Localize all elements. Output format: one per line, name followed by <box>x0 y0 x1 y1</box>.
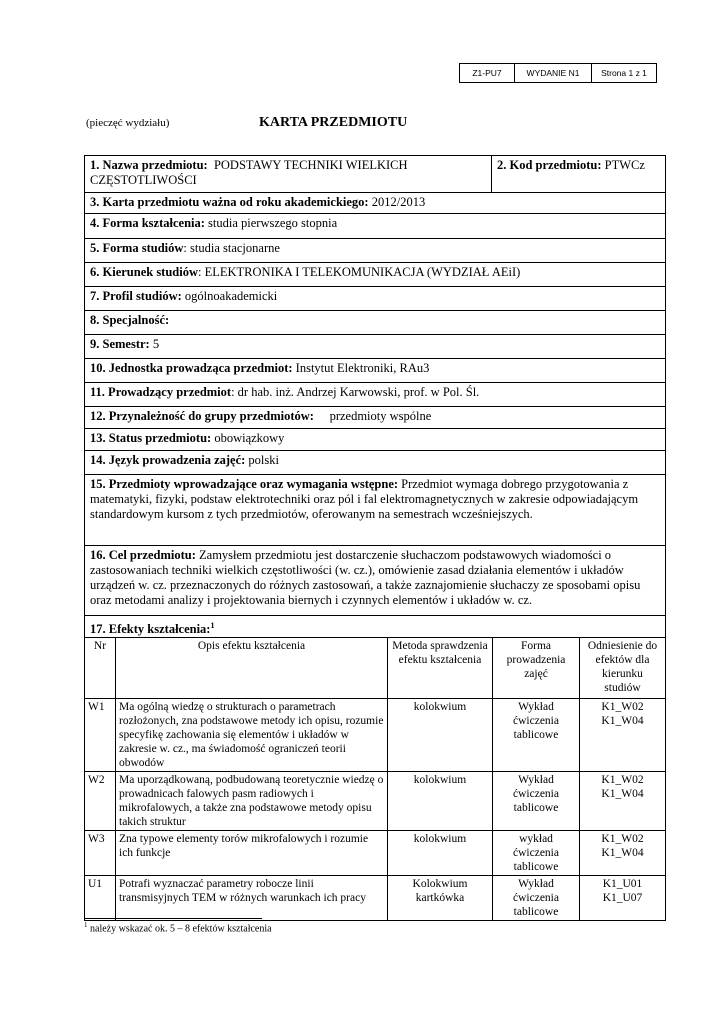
row-study-form: 5. Forma studiów: studia stacjonarne <box>85 239 665 263</box>
cell-description: Potrafi wyznaczać parametry robocze linii transmisyjnych TEM w różnych warunkach ich pracy <box>116 875 388 920</box>
row-course-name <box>85 156 665 193</box>
cell-form: Wykład ćwiczenia tablicowe <box>493 875 580 920</box>
doc-edition: WYDANIE N1 <box>515 64 592 83</box>
cell-reference: K1_W02 K1_W04 <box>580 830 666 875</box>
course-card <box>84 155 666 921</box>
col-header-form: Forma prowadzenia zajęć <box>493 638 580 698</box>
row-course-status: 13. Status przedmiotu: obowiązkowy <box>85 429 665 451</box>
col-header-method: Metoda sprawdzenia efektu kształcenia <box>388 638 493 698</box>
cell-nr: W2 <box>85 771 116 830</box>
course-name-value: PODSTAWY TECHNIKI WIELKICH CZĘSTOTLIWOŚCI <box>90 158 408 187</box>
col-header-nr: Nr <box>85 638 116 698</box>
cell-nr: U1 <box>85 875 116 920</box>
col-header-description: Opis efektu kształcenia <box>116 638 388 698</box>
table-row <box>85 771 665 830</box>
cell-form: wykład ćwiczenia tablicowe <box>493 830 580 875</box>
cell-description: Zna typowe elementy torów mikrofalowych i rozumie ich funkcje <box>116 830 388 875</box>
cell-form: Wykład ćwiczenia tablicowe <box>493 771 580 830</box>
row-unit: 10. Jednostka prowadząca przedmiot: Instytut Elektroniki, RAu3 <box>85 359 665 383</box>
doc-code: Z1-PU7 <box>460 64 515 83</box>
row-field-of-study: 6. Kierunek studiów: ELEKTRONIKA I TELEKOMUNIKACJA (WYDZIAŁ AEiI) <box>85 263 665 287</box>
footnote-mark: 1 <box>84 921 88 929</box>
document-header-box <box>459 63 657 83</box>
row-specialty: 8. Specjalność: <box>85 311 665 335</box>
cell-method: kolokwium <box>388 830 493 875</box>
cell-nr: W1 <box>85 698 116 771</box>
cell-description: Ma uporządkowaną, podbudowaną teoretycznie wiedzę o prowadnicach falowych pasm radiowych i mikrofalowych, a także zna podstawowe metody opisu takich struktur <box>116 771 388 830</box>
cell-method: Kolokwium kartkówka <box>388 875 493 920</box>
footnote <box>84 921 272 934</box>
cell-reference: K1_W02 K1_W04 <box>580 771 666 830</box>
doc-page: Strona 1 z 1 <box>592 64 657 83</box>
course-code-value: PTWCz <box>604 158 645 172</box>
cell-nr: W3 <box>85 830 116 875</box>
cell-method: kolokwium <box>388 698 493 771</box>
footnote-text: należy wskazać ok. 5 – 8 efektów kształcenia <box>87 923 272 935</box>
table-row <box>85 698 665 771</box>
outcomes-header-row <box>85 638 665 698</box>
row-language: 14. Język prowadzenia zajęć: polski <box>85 451 665 475</box>
cell-reference: K1_W02 K1_W04 <box>580 698 666 771</box>
row-lecturer: 11. Prowadzący przedmiot: dr hab. inż. Andrzej Karwowski, prof. w Pol. Śl. <box>85 383 665 407</box>
row-education-form: 4. Forma kształcenia: studia pierwszego stopnia <box>85 214 665 239</box>
cell-description: Ma ogólną wiedzę o strukturach o parametrach rozłożonych, zna podstawowe metody ich opisu, rozumie specyfikę zachowania się elementów i układów w zakresie w. cz., ma świadomość ograniczeń teorii obwodów <box>116 698 388 771</box>
table-row <box>85 830 665 875</box>
row-course-goal: 16. Cel przedmiotu: Zamysłem przedmiotu jest dostarczenie słuchaczom podstawowych wiadomości o zastosowaniach techniki wielkich częstotliwości (w. cz.), omówienie zasad działania elementów i układów urządzeń w. cz. przeznaczonych do różnych zastosowań, a także zaznajomienie słuchaczy ze sposobami opisu oraz metodami analizy i projektowania biernych i czynnych elementów i układów w. cz. <box>85 546 665 616</box>
row-course-group: 12. Przynależność do grupy przedmiotów: przedmioty wspólne <box>85 407 665 429</box>
table-row <box>85 875 665 920</box>
course-name-label: 1. Nazwa przedmiotu: <box>90 158 208 172</box>
learning-outcomes <box>85 638 665 920</box>
footnote-divider <box>84 918 262 919</box>
faculty-stamp: (pieczęć wydziału) <box>86 117 170 129</box>
outcomes-table <box>85 638 665 920</box>
cell-method: kolokwium <box>388 771 493 830</box>
page-title: KARTA PRZEDMIOTU <box>259 115 408 130</box>
col-header-reference: Odniesienie do efektów dla kierunku studiów <box>580 638 666 698</box>
row-prerequisites: 15. Przedmioty wprowadzające oraz wymagania wstępne: Przedmiot wymaga dobrego przygotowania z matematyki, fizyki, podstaw elektrotechniki oraz pól i fal elektromagnetycznych w zakresie odpowiadającym standardowym kursom z tych przedmiotów, oferowanym na semestrach wcześniejszych. <box>85 475 665 546</box>
cell-form: Wykład ćwiczenia tablicowe <box>493 698 580 771</box>
row-learning-outcomes-label: 17. Efekty kształcenia:$^1$ <box>85 616 665 638</box>
course-code-label: 2. Kod przedmiotu: <box>497 158 602 172</box>
cell-reference: K1_U01 K1_U07 <box>580 875 666 920</box>
row-valid-year: 3. Karta przedmiotu ważna od roku akademickiego: 2012/2013 <box>85 193 665 214</box>
row-semester: 9. Semestr: 5 <box>85 335 665 359</box>
row-study-profile: 7. Profil studiów: ogólnoakademicki <box>85 287 665 311</box>
